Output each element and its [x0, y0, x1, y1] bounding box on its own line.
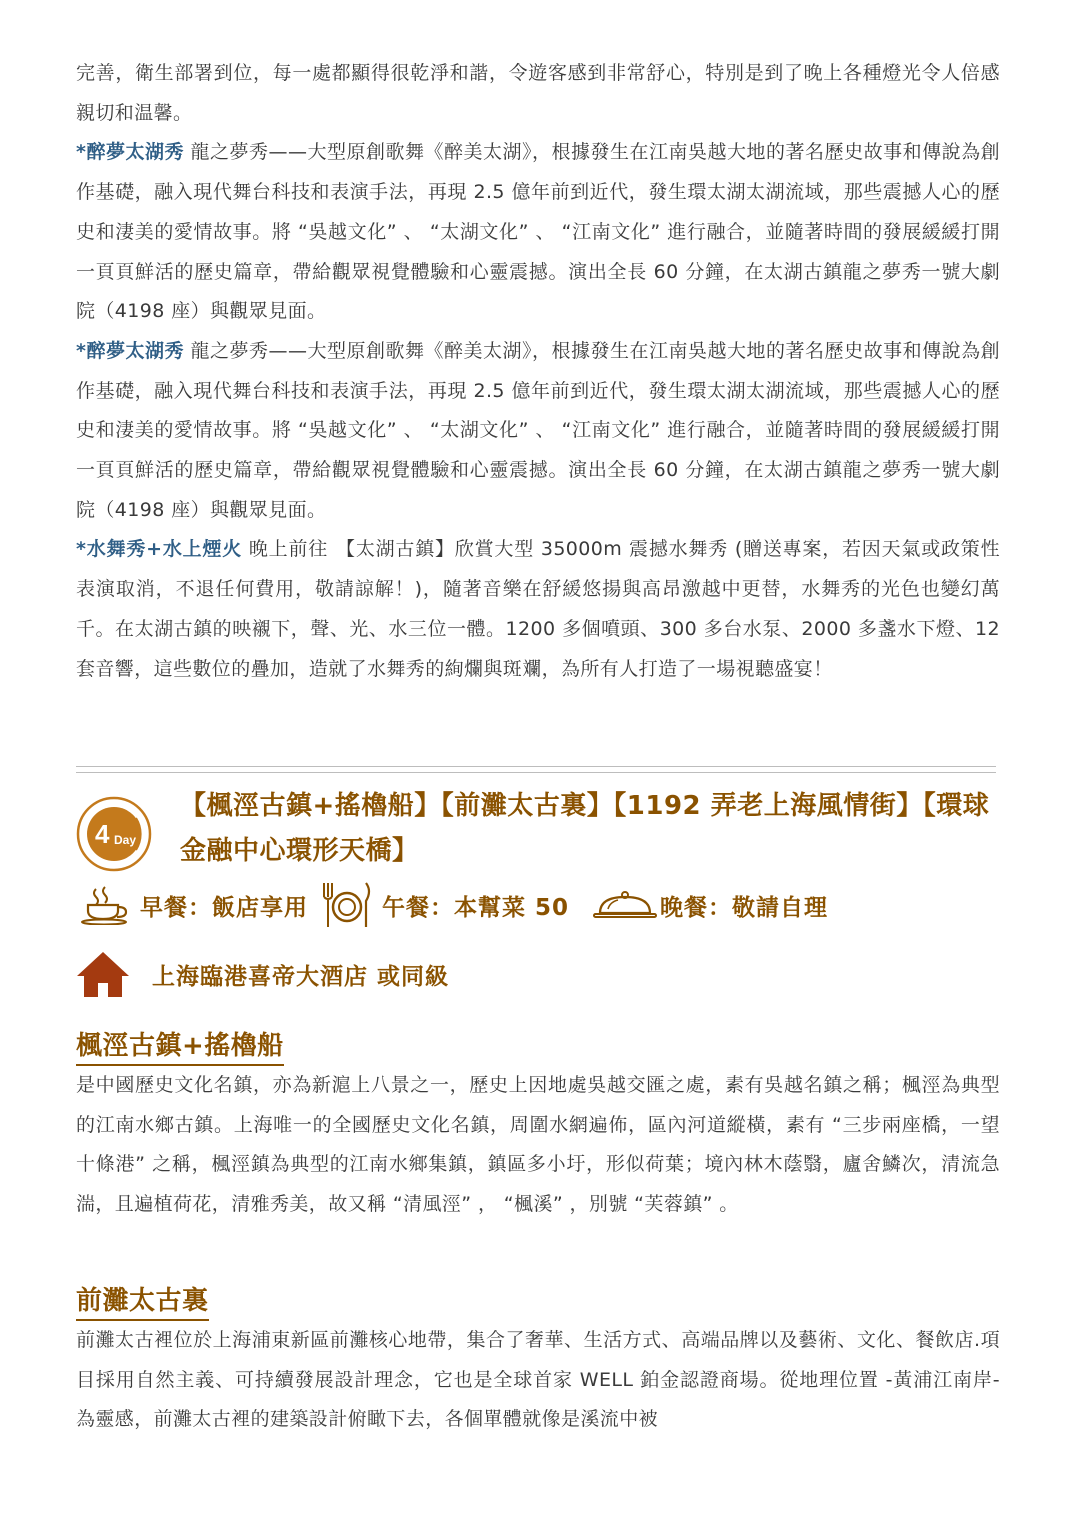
day-title-line-1: 【楓涇古鎮+搖櫓船】【前灘太古裏】【1192 弄老上海風情街】【環球	[180, 791, 990, 821]
day-title	[180, 784, 1000, 874]
dinner-label: 晚餐：敬請自理	[660, 894, 828, 921]
paragraph-text: 【太湖古鎮】欣賞大型 35000m 震撼水舞秀 (贈送專案，若因天氣或政策性表演取消，不退任何費用，敬請諒解！)，隨著音樂在舒緩悠揚與高昂激越中更替，水舞秀的光色也變幻萬千。在太湖古鎮的映襯下，聲、光、水三位一體。1200 多個噴頭、300 多台水泵、2000 多盞水下燈、12 套音響，這些數位的疊加，造就了水舞秀的絢爛與斑斕，為所有人打造了一場視聽盛宴！	[76, 538, 1000, 680]
dinner-item	[592, 880, 828, 930]
plate-cutlery-icon	[320, 881, 376, 929]
intro-content	[76, 54, 1000, 689]
section-heading-taikoo-li: 前灘太古裏	[76, 1280, 209, 1321]
hotel-label: 上海臨港喜帝大酒店 或同級	[152, 963, 450, 990]
lunch-item	[320, 880, 569, 930]
section-body-fengjing	[76, 1066, 1000, 1225]
intro-paragraph-1	[76, 54, 1000, 133]
show-intro: 龍之夢秀	[190, 141, 269, 164]
paragraph-text: 完善，衛生部署到位，每一處都顯得很乾淨和諧，令遊客感到非常舒心，特別是到了晚上各種燈光令人倍感親切和温馨。	[76, 62, 1000, 124]
house-icon	[76, 950, 130, 998]
show-highlight: *醉夢太湖秀	[76, 141, 184, 164]
intro-paragraph-4	[76, 530, 1000, 689]
section-text: 前灘太古裡位於上海浦東新區前灘核心地帶，集合了奢華、生活方式、高端品牌以及藝術、文化、餐飲店.項目採用自然主義、可持續發展設計理念，它也是全球首家 WELL 鉑金認證商場。從地理位置 -黃浦江南岸- 為靈感，前灘太古裡的建築設計俯瞰下去，各個單體就像是溪流中被	[76, 1329, 1000, 1431]
lunch-label: 午餐：本幫菜 50	[382, 894, 570, 921]
day-title-line-2: 金融中心環形天橋】	[180, 836, 419, 866]
section-body-taikoo-li	[76, 1321, 1000, 1440]
breakfast-label: 早餐：飯店享用	[140, 894, 308, 921]
day-number: 4	[95, 819, 110, 849]
paragraph-text: ——大型原創歌舞《醉美太湖》，根據發生在江南吳越大地的著名歷史故事和傳說為創作基礎，融入現代舞台科技和表演手法，再現 2.5 億年前到近代，發生環太湖太湖流域，那些震撼人心的歷史和淒美的愛情故事。將 “吳越文化” 、 “太湖文化” 、 “江南文化” 進行融合，並隨著時間的發展緩緩打開一頁頁鮮活的歷史篇章，帶給觀眾視覺體驗和心靈震撼。演出全長 60 分鐘，在太湖古鎮龍之夢秀一號大劇院（4198 座）與觀眾見面。	[76, 339, 1000, 521]
section-divider	[76, 766, 996, 773]
intro-paragraph-2	[76, 133, 1000, 332]
intro-paragraph-3	[76, 332, 1000, 531]
show-highlight: *醉夢太湖秀	[76, 339, 184, 362]
cloche-icon	[592, 887, 658, 923]
paragraph-text: ——大型原創歌舞《醉美太湖》，根據發生在江南吳越大地的著名歷史故事和傳說為創作基礎，融入現代舞台科技和表演手法，再現 2.5 億年前到近代，發生環太湖太湖流域，那些震撼人心的歷史和淒美的愛情故事。將 “吳越文化” 、 “太湖文化” 、 “江南文化” 進行融合，並隨著時間的發展緩緩打開一頁頁鮮活的歷史篇章，帶給觀眾視覺體驗和心靈震撼。演出全長 60 分鐘，在太湖古鎮龍之夢秀一號大劇院（4198 座）與觀眾見面。	[76, 141, 1000, 323]
section-text: 是中國歷史文化名鎮，亦為新滬上八景之一，歷史上因地處吳越交匯之處，素有吳越名鎮之稱；楓涇為典型的江南水鄉古鎮。上海唯一的全國歷史文化名鎮，周圍水網遍佈，區內河道縱橫，素有 “三步兩座橋，一望十條港” 之稱，楓涇鎮為典型的江南水鄉集鎮，鎮區多小圩，形似荷葉；境內林木蔭翳，廬舍鱗次，清流急湍，且遍植荷花，清雅秀美，故又稱 “清風涇” ， “楓溪” ，別號 “芙蓉鎮” 。	[76, 1074, 1000, 1216]
day-word: Day	[114, 833, 137, 847]
hotel-row	[76, 948, 449, 1000]
show-highlight: *水舞秀+水上煙火	[76, 538, 243, 561]
coffee-cup-icon	[80, 885, 132, 925]
section-heading-fengjing: 楓涇古鎮+搖櫓船	[76, 1025, 284, 1066]
show-intro: 晚上前往	[248, 538, 329, 561]
show-intro: 龍之夢秀	[190, 339, 269, 362]
breakfast-item	[80, 880, 308, 930]
meal-row	[76, 880, 976, 930]
day-badge-icon	[76, 796, 152, 872]
